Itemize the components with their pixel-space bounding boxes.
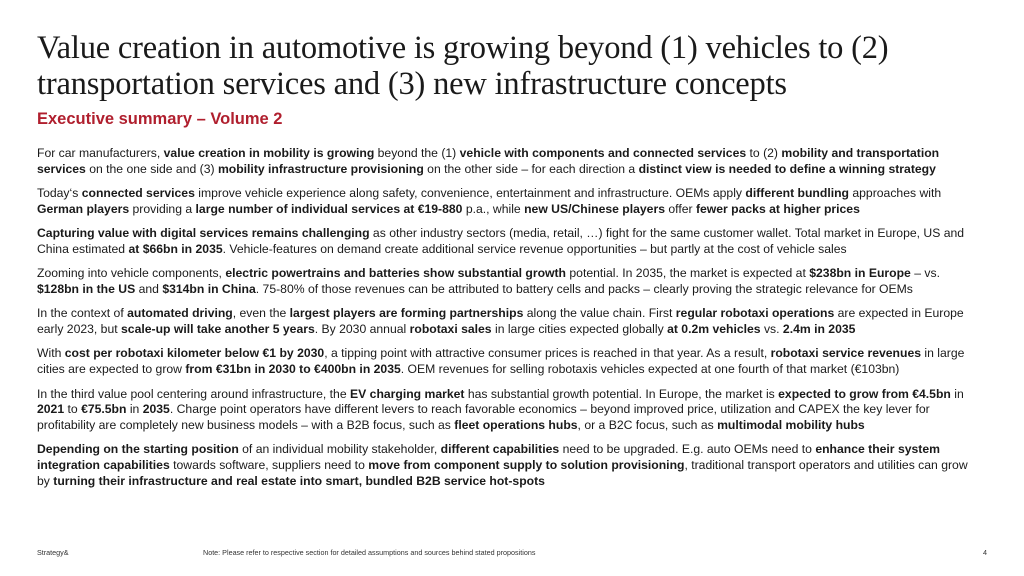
body-text: potential. In 2035, the market is expected at [566,266,810,281]
summary-paragraph [37,442,982,489]
emphasis-text: Depending on the starting position [37,442,239,457]
emphasis-text: value creation in mobility is growing [163,146,375,160]
emphasis-text: $314bn in China [162,282,256,297]
emphasis-text: at 0.2m vehicles [667,322,761,337]
emphasis-text: multimodal mobility hubs [717,418,865,433]
footer-brand: Strategy& [37,548,69,557]
summary-paragraph [37,387,982,434]
body-text: has substantial growth potential. In Europe, the market is [464,386,779,401]
body-text: and [135,282,163,297]
body-text: Zooming into vehicle components, [37,266,226,281]
page-subtitle: Executive summary – Volume 2 [37,110,283,128]
body-text: vs. [760,322,783,337]
emphasis-text: enhance their system integration capabilities [37,442,940,473]
summary-paragraph [37,146,982,178]
body-text: , even the [232,306,290,321]
body-text: are expected in Europe early 2023, but [37,306,964,337]
emphasis-text: different capabilities [440,442,560,457]
emphasis-text: €75.5bn [81,402,127,417]
summary-paragraph [37,226,982,258]
emphasis-text: $128bn in the US [37,282,136,297]
body-text: in [126,402,143,417]
body-text: – vs. [910,266,940,281]
body-text: . By 2030 annual [314,322,410,337]
summary-paragraph [37,266,982,298]
emphasis-text: Capturing value with digital services remains challenging [37,226,370,241]
body-text: In the third value pool centering around infrastructure, the [37,386,351,401]
page-title: Value creation in automotive is growing beyond (1) vehicles to (2) transportation services and (3) new infrastructure concepts [37,30,889,102]
emphasis-text: largest players are forming partnerships [289,306,524,321]
emphasis-text: 2035 [142,402,170,417]
emphasis-text: cost per robotaxi kilometer below €1 by 2030 [64,346,325,361]
emphasis-text: electric powertrains and batteries show substantial growth [225,266,566,281]
body-text: With [37,346,65,361]
body-text: as other industry sectors (media, retail, …) fight for the same customer wallet. Total market in Europe, US and China estimated [37,226,965,256]
body-text: on the other side – for each direction a [423,161,639,176]
emphasis-text: 2.4m in 2035 [782,322,856,337]
emphasis-text: fleet operations hubs [454,418,578,433]
body-text: , a tipping point with attractive consumer prices is reached in that year. As a result, [324,346,771,361]
body-text: in [950,386,964,401]
emphasis-text: turning their infrastructure and real estate into smart, bundled B2B service hot-spots [53,474,545,489]
emphasis-text: robotaxi sales [409,322,492,337]
body-text: to (2) [746,146,782,160]
body-text: . OEM revenues for selling robotaxis vehicles expected at one fourth of that market (€103bn) [400,362,900,377]
body-text: to [64,402,82,417]
emphasis-text: move from component supply to solution provisioning [368,458,685,473]
body-text: approaches with [848,186,942,201]
emphasis-text: new US/Chinese players [524,201,665,216]
emphasis-text: large number of individual services at €19-880 [195,201,463,216]
emphasis-text: different bundling [745,186,849,201]
body-text: along the value chain. First [523,306,676,321]
body-text: improve vehicle experience along safety, convenience, entertainment and infrastructure. OEMs apply [194,186,746,201]
body-text: towards software, suppliers need to [169,458,369,473]
body-text: p.a., while [462,201,525,216]
emphasis-text: vehicle with components and connected services [459,146,747,160]
emphasis-text: German players [37,201,130,216]
body-text: For car manufacturers, [37,146,164,160]
emphasis-text: from €31bn in 2030 to €400bn in 2035 [185,362,401,377]
body-text: need to be upgraded. E.g. auto OEMs need to [559,442,816,457]
body-text: . Vehicle-features on demand create additional service revenue opportunities – but partly at the cost of vehicle sales [222,241,847,256]
body-text: in large cities expected globally [491,322,668,337]
emphasis-text: fewer packs at higher prices [695,201,860,216]
emphasis-text: mobility infrastructure provisioning [217,161,424,176]
emphasis-text: at $66bn in 2035 [128,241,223,256]
page-number: 4 [983,548,987,557]
emphasis-text: EV charging market [350,386,465,401]
summary-paragraph [37,186,982,218]
body-text: Today‘s [37,186,82,201]
body-text: , or a B2C focus, such as [577,418,718,433]
body-text: , traditional transport operators and utilities can grow by [37,458,968,489]
emphasis-text: mobility and transportation services [37,146,940,176]
body-text: beyond the (1) [374,146,460,160]
body-text: . Charge point operators have different levers to reach favorable economics – beyond improved price, utilization and CAPEX the key lever for profitability are completely new business models – with a B2B focus, such as [37,402,930,433]
body-text: of an individual mobility stakeholder, [238,442,441,457]
emphasis-text: 2021 [37,402,65,417]
body-text: In the context of [37,306,128,321]
body-text: in large cities are expected to grow [37,346,965,377]
emphasis-text: regular robotaxi operations [675,306,835,321]
body-text: providing a [129,201,196,216]
emphasis-text: scale-up will take another 5 years [121,322,315,337]
emphasis-text: connected services [81,186,195,201]
footer-note: Note: Please refer to respective section for detailed assumptions and sources behind stated propositions [203,548,536,557]
executive-summary-body [37,146,982,498]
body-text: on the one side and (3) [85,161,218,176]
body-text: offer [664,201,696,216]
emphasis-text: expected to grow from €4.5bn [778,386,951,401]
emphasis-text: $238bn in Europe [809,266,911,281]
body-text: . 75-80% of those revenues can be attributed to battery cells and packs – clearly proving the strategic relevance for OEMs [255,282,913,297]
emphasis-text: distinct view is needed to define a winning strategy [638,161,936,176]
emphasis-text: automated driving [127,306,233,321]
summary-paragraph [37,306,982,338]
summary-paragraph [37,346,982,378]
emphasis-text: robotaxi service revenues [770,346,922,361]
